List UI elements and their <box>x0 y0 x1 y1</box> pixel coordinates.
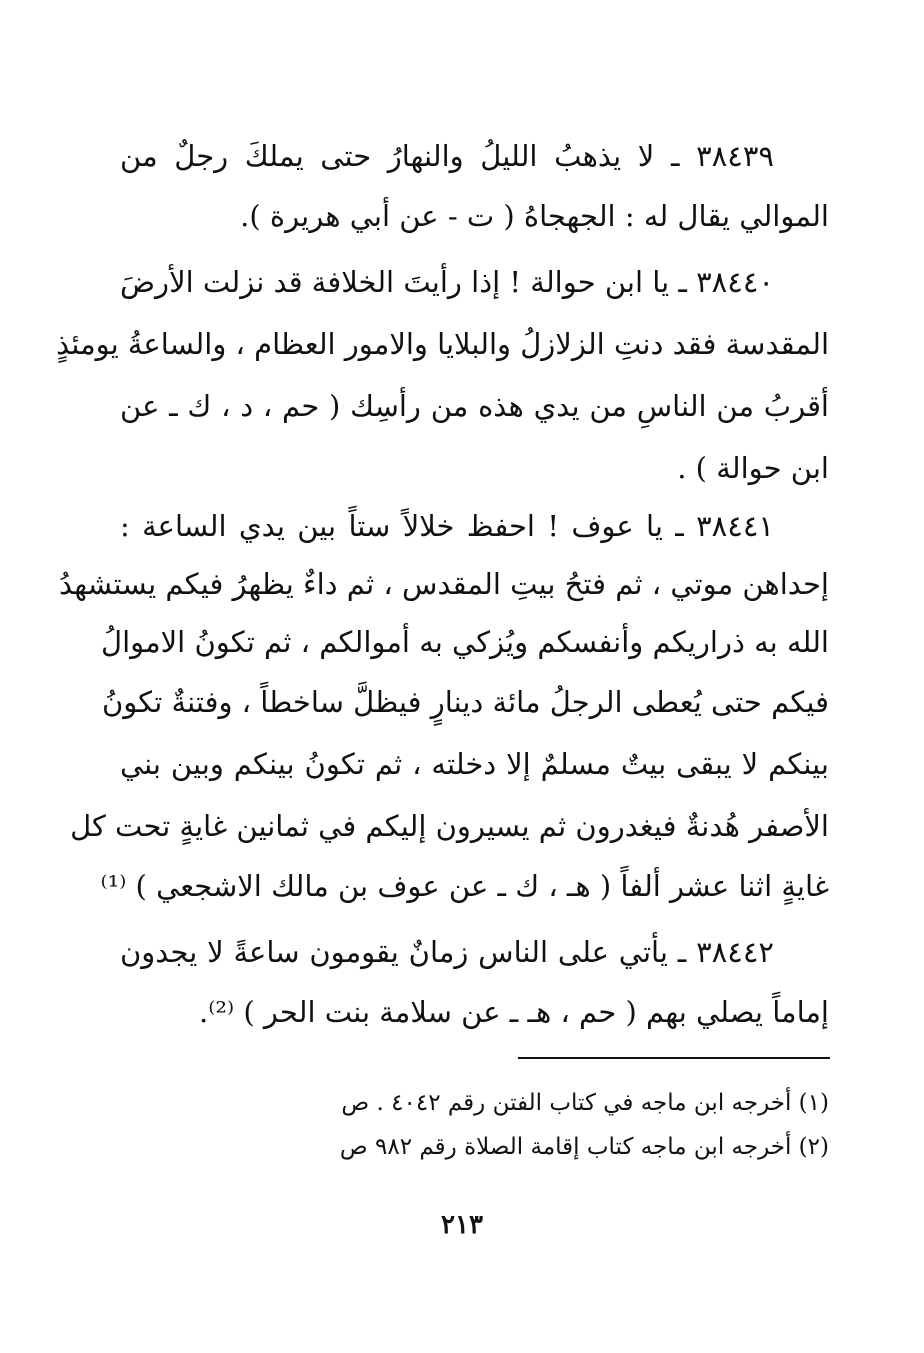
hadith-38440-line-4: ابن حوالة ) . <box>677 451 829 485</box>
hadith-38442-line-1: ٣٨٤٤٢ ـ يأتي على الناس زمانٌ يقومون ساعةً لا يجدون <box>120 935 774 969</box>
footnote-2: (٢) أخرجه ابن ماجه كتاب إقامة الصلاة رقم ٩٨٢ ص <box>339 1134 829 1160</box>
hadith-38440-line-2: المقدسة فقد دنتِ الزلازلُ والبلايا والامور العظام ، والساعةُ يومئذٍ <box>56 327 829 361</box>
hadith-38442-line-2: إماماً يصلي بهم ( حم ، هـ ـ عن سلامة بنت الحر ) ⁽²⁾. <box>199 995 829 1029</box>
page-number: ٢١٣ <box>441 1210 483 1240</box>
hadith-38441-line-4: فيكم حتى يُعطى الرجلُ مائة دينارٍ فيظلَّ ساخطاً ، وفتنةٌ تكونُ <box>101 685 829 719</box>
hadith-38441-line-1: ٣٨٤٤١ ـ يا عوف ! احفظ خلالاً ستاً بين يدي الساعة : <box>120 509 774 543</box>
hadith-38440-line-1: ٣٨٤٤٠ ـ يا ابن حوالة ! إذا رأيتَ الخلافة قد نزلت الأرضَ <box>120 265 774 299</box>
hadith-38441-line-5: بينكم لا يبقى بيتٌ مسلمٌ إلا دخلته ، ثم تكونُ بينكم وبين بني <box>120 747 829 781</box>
footnote-separator <box>518 1057 830 1059</box>
footnote-1: (١) أخرجه ابن ماجه في كتاب الفتن رقم ٤٠٤٢ . ص <box>341 1090 829 1116</box>
hadith-38441-line-3: الله به ذراريكم وأنفسكم ويُزكي به أموالكم ، ثم تكونُ الاموالُ <box>101 625 829 659</box>
hadith-38440-line-3: أقربُ من الناسِ من يدي هذه من رأسِك ( حم ، د ، ك ـ عن <box>120 389 829 423</box>
hadith-38439-line-2: الموالي يقال له : الجهجاهُ ( ت - عن أبي هريرة ). <box>240 199 829 233</box>
hadith-38439-line-1: ٣٨٤٣٩ ـ لا يذهبُ الليلُ والنهارُ حتى يملكَ رجلٌ من <box>120 139 774 173</box>
hadith-38441-line-6: الأصفر هُدنةٌ فيغدرون ثم يسيرون إليكم في ثمانين غايةٍ تحت كل <box>70 809 829 843</box>
hadith-38441-line-7: غايةٍ اثنا عشر ألفاً ( هـ ، ك ـ عن عوف بن مالك الاشجعي ) ⁽¹⁾ <box>100 869 829 903</box>
hadith-38441-line-2: إحداهن موتي ، ثم فتحُ بيتِ المقدس ، ثم داءٌ يظهرُ فيكم يستشهدُ <box>59 567 829 601</box>
